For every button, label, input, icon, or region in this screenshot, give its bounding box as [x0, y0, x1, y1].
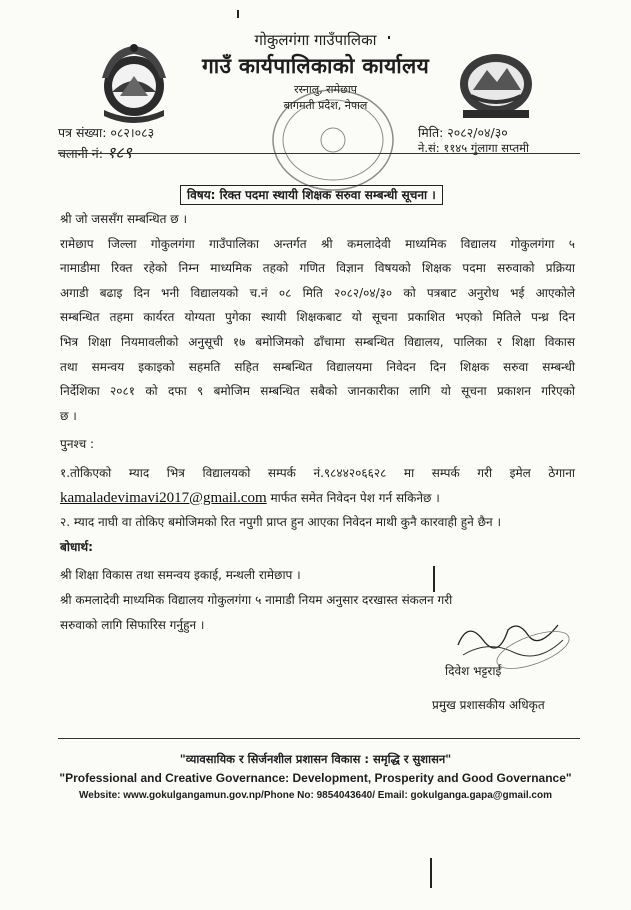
slogan-nepali: "व्यावसायिक र सिर्जनशील प्रशासन विकास : समृद्धि र सुशासन"	[179, 752, 452, 766]
signatory-name: दिवेश भट्टराई	[445, 664, 502, 678]
letter-body	[60, 207, 575, 637]
body-line: भित्र शिक्षा नियमावलीको अनुसूची १७ बमोजिमको ढाँचामा सम्बन्धित विद्यालय, पालिका र शिक्षा विकास	[60, 334, 575, 349]
office-stamp	[268, 85, 398, 195]
email-link[interactable]: kamaladevimavi2017@gmail.com	[60, 489, 267, 506]
body-line: निर्देशिका २०८१ को दफा ९ बमोजिम सम्बन्धित सबैको जानकारीका लागि यो सूचना प्रकाशन गरिएको	[60, 384, 575, 399]
body-line: तथा समन्वय इकाइको सहमति सहित सम्बन्धित विद्यालयमा निवेदन दिन शिक्षक सरुवा सम्बन्धी	[60, 359, 575, 374]
signature-scrawl	[438, 600, 578, 670]
address-line-1: रस्नालु, रामेछाप	[294, 83, 357, 96]
dispatch-number-value: १८९	[106, 143, 132, 162]
body-line: सम्बन्धित तहमा कार्यरत योग्यता पुगेका स्थायी शिक्षकबाट यो सूचना प्रकाशित भएको मितिले पन्ध्र दिन	[60, 310, 575, 325]
letter-number-value: ०८२।०८३	[110, 125, 155, 140]
body-line: रामेछाप जिल्ला गोकुलगंगा गाउँपालिका अन्तर्गत श्री कमलादेवी माध्यमिक विद्यालय गोकुलगंगा ५	[60, 236, 575, 251]
date-label: मिति:	[418, 125, 444, 140]
subject-line: विषय: रिक्त पदमा स्थायी शिक्षक सरुवा सम्बन्धी सूचना ।	[180, 185, 443, 205]
scan-mark	[433, 566, 435, 592]
note-2: २. म्याद नाघी वा तोकिए बमोजिमको रित नपुगी प्राप्त हुन आएका निवेदन माथी कुनै कारवाही हुने छैन ।	[60, 515, 502, 530]
slogan-english: "Professional and Creative Governance: Development, Prosperity and Good Governance"	[59, 771, 572, 785]
cc-recipient-1: श्री शिक्षा विकास तथा समन्वय इकाई, मन्थली रामेछाप ।	[60, 568, 301, 583]
scan-mark	[388, 36, 390, 39]
dispatch-number-label: चलानी नं:	[58, 146, 103, 161]
addressee: श्री जो जससँग सम्बन्धित छ ।	[60, 212, 188, 226]
municipality-name: गोकुलगंगा गाउँपालिका	[254, 31, 377, 49]
note-1: १.तोकिएको म्याद भित्र विद्यालयको सम्पर्क नं.९८४४२०६६२८ मा सम्पर्क गरी इमेल ठेगाना	[60, 465, 575, 480]
address-line-2: बागमती प्रदेश, नेपाल	[283, 99, 368, 112]
letter-date	[418, 124, 508, 141]
cc-recipient-2-continued: सरुवाको लागि सिफारिस गर्नुहुन ।	[60, 617, 205, 632]
scan-mark	[237, 10, 239, 18]
postscript-label: पुनश्च :	[60, 437, 95, 452]
footer-divider	[58, 738, 580, 739]
letter-number	[58, 124, 154, 141]
date-value: २०८२/०४/३०	[447, 125, 508, 140]
note-1-rest: मार्फत समेत निवेदन पेश गर्न सकिनेछ ।	[266, 490, 440, 505]
body-line: नामाडीमा रिक्त रहेको निम्न माध्यमिक तहको गणित विज्ञान विषयको शिक्षक पदमा सरुवाको प्रक्रिया	[60, 261, 575, 276]
cc-recipient-2: श्री कमलादेवी माध्यमिक विद्यालय गोकुलगंगा ५ नामाडी नियम अनुसार दरखास्त संकलन गरी	[60, 592, 453, 607]
body-line: छ ।	[60, 408, 77, 423]
contact-info: Website: www.gokulgangamun.gov.np/Phone No: 9854043640/ Email: gokulganga.gapa@gmail.com	[79, 790, 552, 801]
cc-label: बोधार्थ:	[60, 539, 93, 554]
nepal-sambat-date: ने.सं: ११४५ गुंलागा सप्तमी	[418, 141, 530, 155]
letter-number-label: पत्र संख्या:	[58, 125, 107, 140]
header-divider	[58, 153, 580, 154]
dispatch-number	[58, 141, 132, 163]
scan-mark	[430, 858, 432, 888]
signatory-title: प्रमुख प्रशासकीय अधिकृत	[432, 698, 545, 712]
body-line: अगाडी बढाइ दिन भनी विद्यालयको च.नं ०८ मिति २०८२/०४/३० को पत्रबाट अनुरोध भई आएकोले	[60, 285, 575, 300]
office-name: गाउँ कार्यपालिकाको कार्यालय	[201, 54, 430, 78]
note-1-continued	[60, 486, 575, 511]
